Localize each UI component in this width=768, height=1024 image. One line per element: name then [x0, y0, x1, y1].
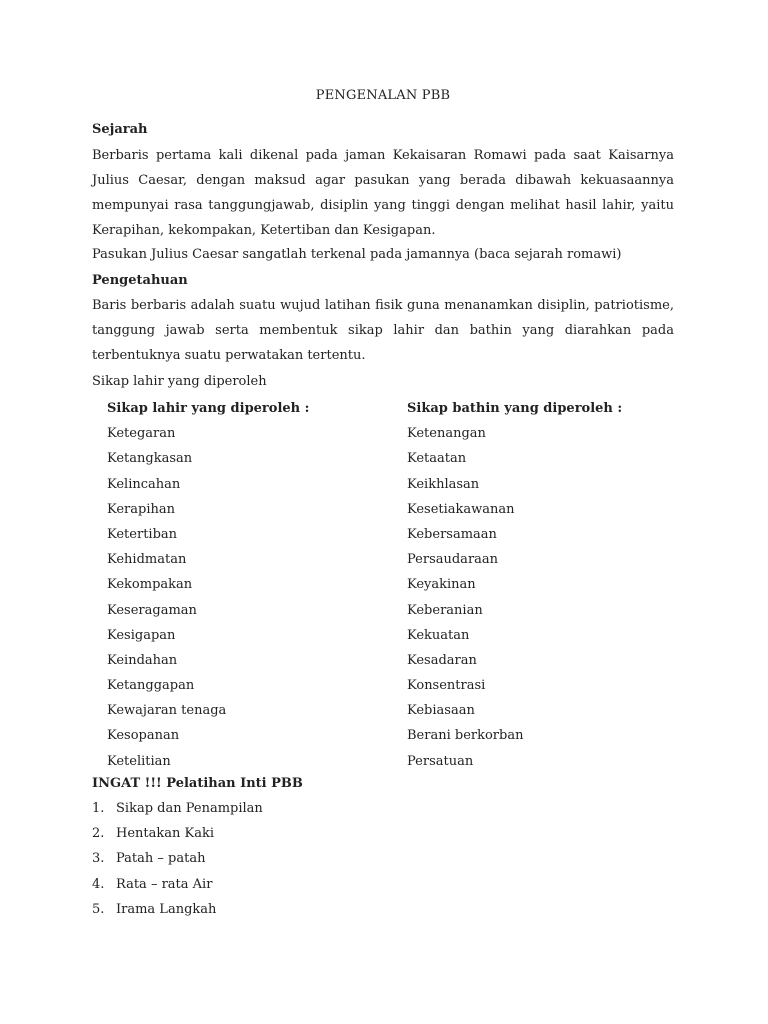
- list-item-text: Sikap dan Penampilan: [116, 801, 263, 816]
- list-item: Keberanian: [407, 602, 483, 618]
- list-item: Kesopanan: [107, 728, 180, 744]
- ingat-heading: INGAT !!! Pelatihan Inti PBB: [92, 776, 303, 791]
- list-item: Ketangkasan: [107, 451, 193, 467]
- list-item: [92, 846, 263, 871]
- pengetahuan-paragraph: Baris berbaris adalah suatu wujud latihan fisik guna menanamkan disiplin, patriotisme, tanggung jawab serta membentuk sikap lahir dan bathin yang diarahkan pada terbentuknya suatu perwatakan tertentu.: [92, 298, 674, 363]
- list-item: Keindahan: [107, 652, 178, 668]
- list-item: Kebersamaan: [407, 526, 497, 542]
- list-item-number: 3.: [92, 851, 105, 867]
- list-item-text: Patah – patah: [116, 851, 206, 867]
- list-item: Kebiasaan: [407, 703, 475, 719]
- list-item-number: 1.: [92, 801, 105, 816]
- list-item: Ketenangan: [407, 426, 486, 442]
- list-item: Kehidmatan: [107, 552, 187, 568]
- list-item: Kelincahan: [107, 476, 181, 492]
- sikap-bathin-list: [407, 396, 622, 774]
- pengetahuan-intro-line: Sikap lahir yang diperoleh: [92, 374, 267, 389]
- list-item: Kesetiakawanan: [407, 501, 515, 517]
- list-item: Ketertiban: [107, 526, 178, 542]
- list-item: Kekuatan: [407, 627, 470, 643]
- list-item: Kesigapan: [107, 627, 176, 643]
- sikap-lahir-heading: Sikap lahir yang diperoleh :: [107, 401, 310, 416]
- list-item: Berani berkorban: [407, 728, 524, 744]
- document-page: [92, 0, 674, 1024]
- list-item: Persatuan: [407, 753, 474, 769]
- list-item: Ketanggapan: [107, 678, 195, 694]
- list-item: Kesadaran: [407, 652, 477, 668]
- list-item-text: Rata – rata Air: [116, 876, 213, 892]
- list-item: [92, 872, 263, 897]
- section-heading-pengetahuan: Pengetahuan: [92, 273, 188, 288]
- list-item-text: Irama Langkah: [116, 901, 217, 917]
- list-item: Persaudaraan: [407, 552, 499, 568]
- list-item: Keyakinan: [407, 577, 476, 593]
- list-item: Kerapihan: [107, 501, 175, 517]
- list-item: Konsentrasi: [407, 678, 486, 694]
- sikap-bathin-heading: Sikap bathin yang diperoleh :: [407, 401, 623, 416]
- list-item-text: Hentakan Kaki: [116, 826, 215, 842]
- pelatihan-inti-list: [92, 796, 263, 922]
- list-item: Kewajaran tenaga: [107, 703, 227, 719]
- sejarah-note: Pasukan Julius Caesar sangatlah terkenal pada jamannya (baca sejarah romawi): [92, 247, 622, 262]
- list-item: Kekompakan: [107, 577, 193, 593]
- list-item: [92, 821, 263, 846]
- list-item: [92, 897, 263, 922]
- list-item-number: 5.: [92, 901, 105, 917]
- sejarah-paragraph: Berbaris pertama kali dikenal pada jaman Kekaisaran Romawi pada saat Kaisarnya Julius Caesar, dengan maksud agar pasukan yang berada dibawah kekuasaannya mempunyai rasa tanggungjawab, disiplin yang tinggi dengan melihat hasil lahir, yaitu Kerapihan, kekompakan, Ketertiban dan Kesigapan.: [92, 148, 674, 238]
- list-item-number: 2.: [92, 826, 105, 842]
- list-item: Ketelitian: [107, 753, 171, 769]
- document-title: PENGENALAN PBB: [315, 88, 451, 103]
- list-item-number: 4.: [92, 876, 105, 892]
- sikap-lahir-list: [107, 396, 309, 774]
- list-item: Ketaatan: [407, 451, 467, 467]
- list-item: Ketegaran: [107, 426, 176, 442]
- section-heading-sejarah: Sejarah: [92, 122, 148, 137]
- list-item: [92, 796, 263, 821]
- list-item: Keseragaman: [107, 602, 197, 618]
- list-item: Keikhlasan: [407, 476, 480, 492]
